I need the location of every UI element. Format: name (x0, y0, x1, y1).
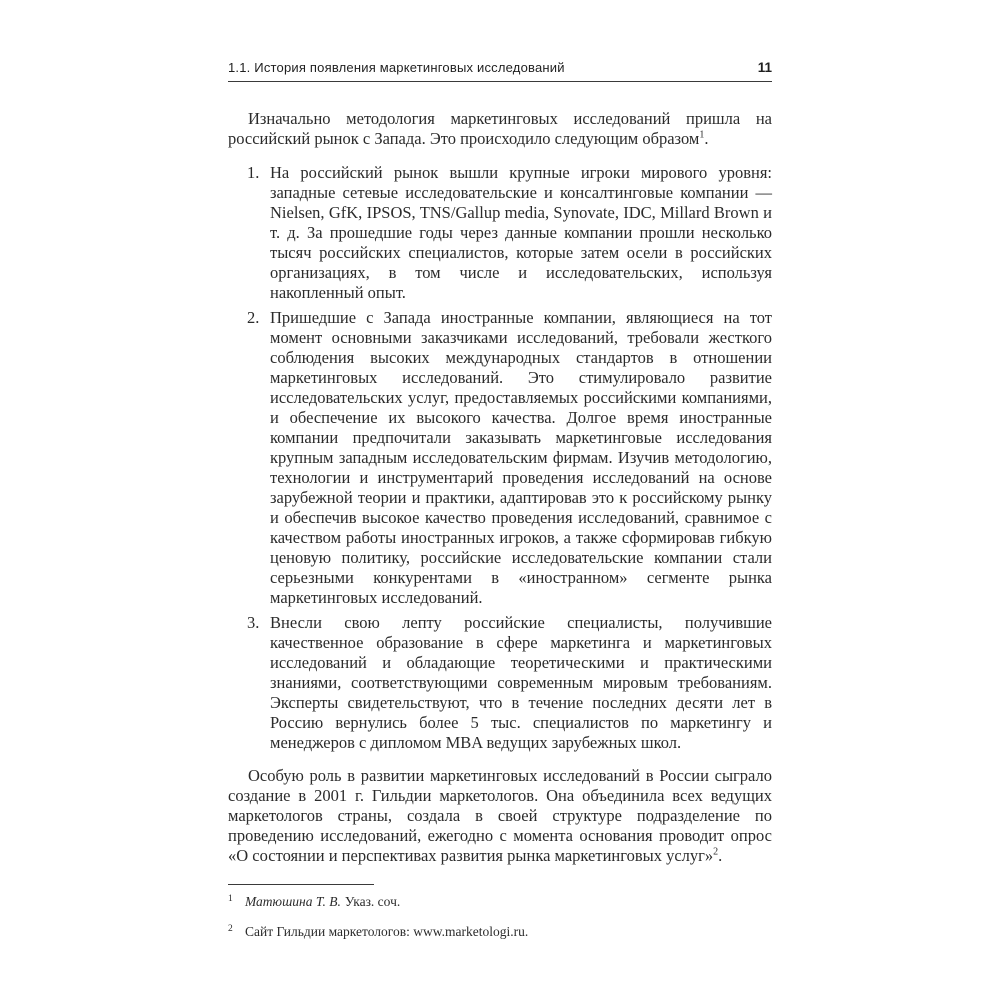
list-item (228, 613, 772, 753)
footnote-text: Указ. соч. (344, 894, 401, 909)
intro-suffix: . (704, 129, 709, 148)
footnote: 1 Матюшина Т. В. Указ. соч. (228, 893, 401, 909)
page-number: 11 (757, 60, 772, 75)
list-item-text: Пришедшие с Запада иностранные компании, являющиеся на тот момент основными заказчиками исследований, требовали жесткого соблюдения высоких международных стандартов в отношении маркетинговых исследований. Это стимулировало развитие исследовательских услуг, предоставляемых российскими компаниями, и обеспечение их высокого качества. Долгое время иностранные компании предпочитали заказывать маркетинговые исследования крупным западным исследовательским фирмам. Изучив методологию, технологии и инструментарий проведения исследований на основе зарубежной теории и практики, адаптировав это к российскому рынку и обеспечив высокое качество проведения исследований, сравнимое с качеством работы иностранных игроков, а также сформировав гибкую ценовую политику, российские исследовательские компании стали серьезными конкурентами в «иностранном» сегменте рынка маркетинговых исследований. (270, 308, 772, 607)
intro-paragraph (228, 109, 772, 149)
closing-text: Особую роль в развитии маркетинговых исследований в России сыграло создание в 2001 г. Гильдии маркетологов. Она объединила всех ведущих маркетологов страны, создала в своей структуре подразделение по проведению исследований, ежегодно с момента основания проводит опрос «О состоянии и перспективах развития рынка маркетинговых услуг» (228, 766, 772, 865)
footnote-divider (228, 884, 374, 885)
list-item-text: Внесли свою лепту российские специалисты, получившие качественное образование в сфере маркетинга и маркетинговых исследований и обладающие теоретическими и практическими знаниями, соответствующими современным мировым требованиям. Эксперты свидетельствуют, что в течение последних десяти лет в Россию вернулись более 5 тыс. специалистов по маркетингу и менеджеров с дипломом MBA ведущих зарубежных школ. (270, 613, 772, 752)
closing-paragraph (228, 766, 772, 866)
footnote-text: Сайт Гильдии маркетологов: www.marketologi.ru. (245, 924, 529, 939)
list-item-number: 3. (247, 613, 260, 632)
page-content (228, 60, 772, 866)
footnotes-section (228, 884, 772, 953)
running-header (228, 60, 772, 82)
closing-suffix: . (718, 846, 723, 865)
footnote-ref-1: 1 (699, 129, 705, 141)
footnote: 2 Сайт Гильдии маркетологов: www.marketologi.ru. (228, 923, 529, 939)
section-title: 1.1. История появления маркетинговых исследований (228, 60, 565, 75)
intro-text: Изначально методология маркетинговых исследований пришла на российский рынок с Запада. Это происходило следующим образом (228, 109, 772, 148)
numbered-list (228, 163, 772, 753)
list-item (228, 163, 772, 303)
list-item (228, 308, 772, 608)
footnote-author: Матюшина Т. В. (245, 894, 341, 909)
list-item-number: 1. (247, 163, 260, 182)
list-item-text: На российский рынок вышли крупные игроки мирового уровня: западные сетевые исследовательские и консалтинговые компании — Nielsen, GfK, IPSOS, TNS/Gallup media, Synovate, IDC, Millard Brown и т. д. За прошедшие годы через данные компании прошли несколько тысяч российских специалистов, которые затем осели в российских организациях, в том числе и исследовательских, используя накопленный опыт. (270, 163, 772, 302)
footnote-ref-2: 2 (713, 846, 719, 858)
list-item-number: 2. (247, 308, 260, 327)
